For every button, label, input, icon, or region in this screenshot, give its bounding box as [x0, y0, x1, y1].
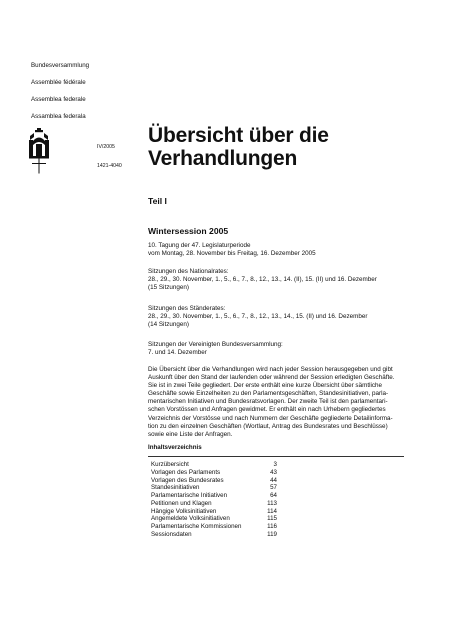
- toc-item-page: 119: [267, 530, 277, 538]
- federal-assembly-sessions: [148, 341, 428, 357]
- institution-name-fr: Assemblée fédérale: [31, 79, 86, 86]
- toc-item: [151, 531, 277, 539]
- toc-item: [151, 508, 277, 516]
- toc-item-page: 44: [270, 476, 277, 484]
- toc-item: [151, 523, 277, 531]
- description-paragraph: [148, 366, 428, 439]
- national-council-sessions: [148, 268, 428, 292]
- text-line: 7. und 14. Dezember: [148, 349, 207, 357]
- text-line: Sitzungen des Nationalrates:: [148, 268, 229, 275]
- toc-item-page: 113: [267, 499, 277, 507]
- legislature-info: [148, 242, 428, 258]
- toc-item-label: Angemeldete Volksinitiativen: [151, 515, 230, 523]
- toc-item: [151, 500, 277, 508]
- text-line: tion zu den einzelnen Geschäften (Wortlaut, Antrag des Bundesrates und Beschlüsse): [148, 422, 388, 430]
- toc-item-label: Vorlagen des Parlaments: [151, 468, 221, 476]
- text-line: 10. Tagung der 47. Legislaturperiode: [148, 242, 251, 249]
- text-line: 28., 29., 30. November, 1., 5., 6., 7., 8., 12., 13., 14., 15. (II) und 16. Dezember: [148, 313, 368, 321]
- text-line: Auskunft über den Stand der laufenden oder während der Session erledigten Geschäfte.: [148, 374, 395, 382]
- institution-name-de: Bundesversammlung: [31, 62, 90, 69]
- toc-item: [151, 477, 277, 485]
- text-line: Verzeichnis der Vorstösse und nach Nummern der Geschäfte gegliederte Detailinforma-: [148, 414, 393, 422]
- toc-heading: Inhaltsverzeichnis: [148, 444, 202, 451]
- text-line: Sitzungen des Ständerates:: [148, 305, 226, 312]
- parliament-logo-icon: [28, 128, 50, 174]
- text-line: Die Übersicht über die Verhandlungen wird nach jeder Session herausgegeben und gibt: [148, 366, 393, 373]
- toc-item-page: 64: [270, 492, 277, 499]
- table-of-contents: [151, 461, 277, 539]
- council-of-states-sessions: [148, 305, 428, 329]
- institution-name-rm: Assamblea federala: [31, 113, 86, 120]
- toc-item-page: 3: [273, 461, 277, 468]
- toc-item-page: 114: [267, 507, 277, 515]
- toc-item-page: 43: [270, 468, 277, 476]
- toc-item-label: Standesinitiativen: [151, 484, 200, 492]
- institution-name-it: Assemblea federale: [31, 96, 86, 103]
- part-label: Teil I: [148, 196, 167, 206]
- toc-divider: [148, 456, 404, 457]
- toc-item-label: Hängige Volksinitiativen: [151, 507, 217, 515]
- text-line: sowie eine Liste der Anfragen.: [148, 430, 233, 438]
- toc-item-label: Sessionsdaten: [151, 530, 192, 538]
- toc-item: [151, 469, 277, 477]
- text-line: Sie ist in zwei Teile gegliedert. Der erste enthält eine kurze Übersicht über sämtliche: [148, 382, 383, 390]
- text-line: mentarischen Initiativen und Bundesratsvorlagen. Der zweite Teil ist den parlamentari-: [148, 398, 388, 406]
- toc-item: [151, 515, 277, 523]
- text-line: Sitzungen der Vereinigten Bundesversammlung:: [148, 341, 283, 348]
- toc-item: [151, 484, 277, 492]
- toc-item-label: Petitionen und Klagen: [151, 499, 212, 507]
- session-title: Wintersession 2005: [148, 226, 229, 236]
- text-line: vom Montag, 28. November bis Freitag, 16. Dezember 2005: [148, 250, 316, 258]
- toc-item: [151, 461, 277, 469]
- toc-item-label: Vorlagen des Bundesrates: [151, 476, 224, 484]
- issue-number: IV/2005: [97, 144, 115, 150]
- toc-item-label: Kurzübersicht: [151, 461, 189, 468]
- toc-item-label: Parlamentarische Kommissionen: [151, 523, 242, 530]
- text-line: Geschäfte sowie Einzelheiten zu den Parlamentsgeschäften, Standesinitiativen, parla-: [148, 390, 389, 398]
- toc-item-page: 57: [270, 484, 277, 492]
- page-title: Übersicht über die Verhandlungen: [148, 124, 329, 170]
- text-line: (14 Sitzungen): [148, 321, 189, 329]
- document-number: 1421-4040: [97, 163, 122, 169]
- toc-item-page: 116: [267, 523, 277, 530]
- text-line: 28., 29., 30. November, 1., 5., 6., 7., 8., 12., 13., 14. (II), 15. (II) und 16. Dezember: [148, 276, 377, 284]
- toc-item: [151, 492, 277, 500]
- text-line: (15 Sitzungen): [148, 284, 189, 292]
- toc-item-page: 115: [267, 515, 277, 523]
- text-line: schen Vorstössen und Anfragen gewidmet. Er enthält ein nach Urhebern gegliedertes: [148, 406, 386, 414]
- toc-item-label: Parlamentarische Initiativen: [151, 492, 228, 499]
